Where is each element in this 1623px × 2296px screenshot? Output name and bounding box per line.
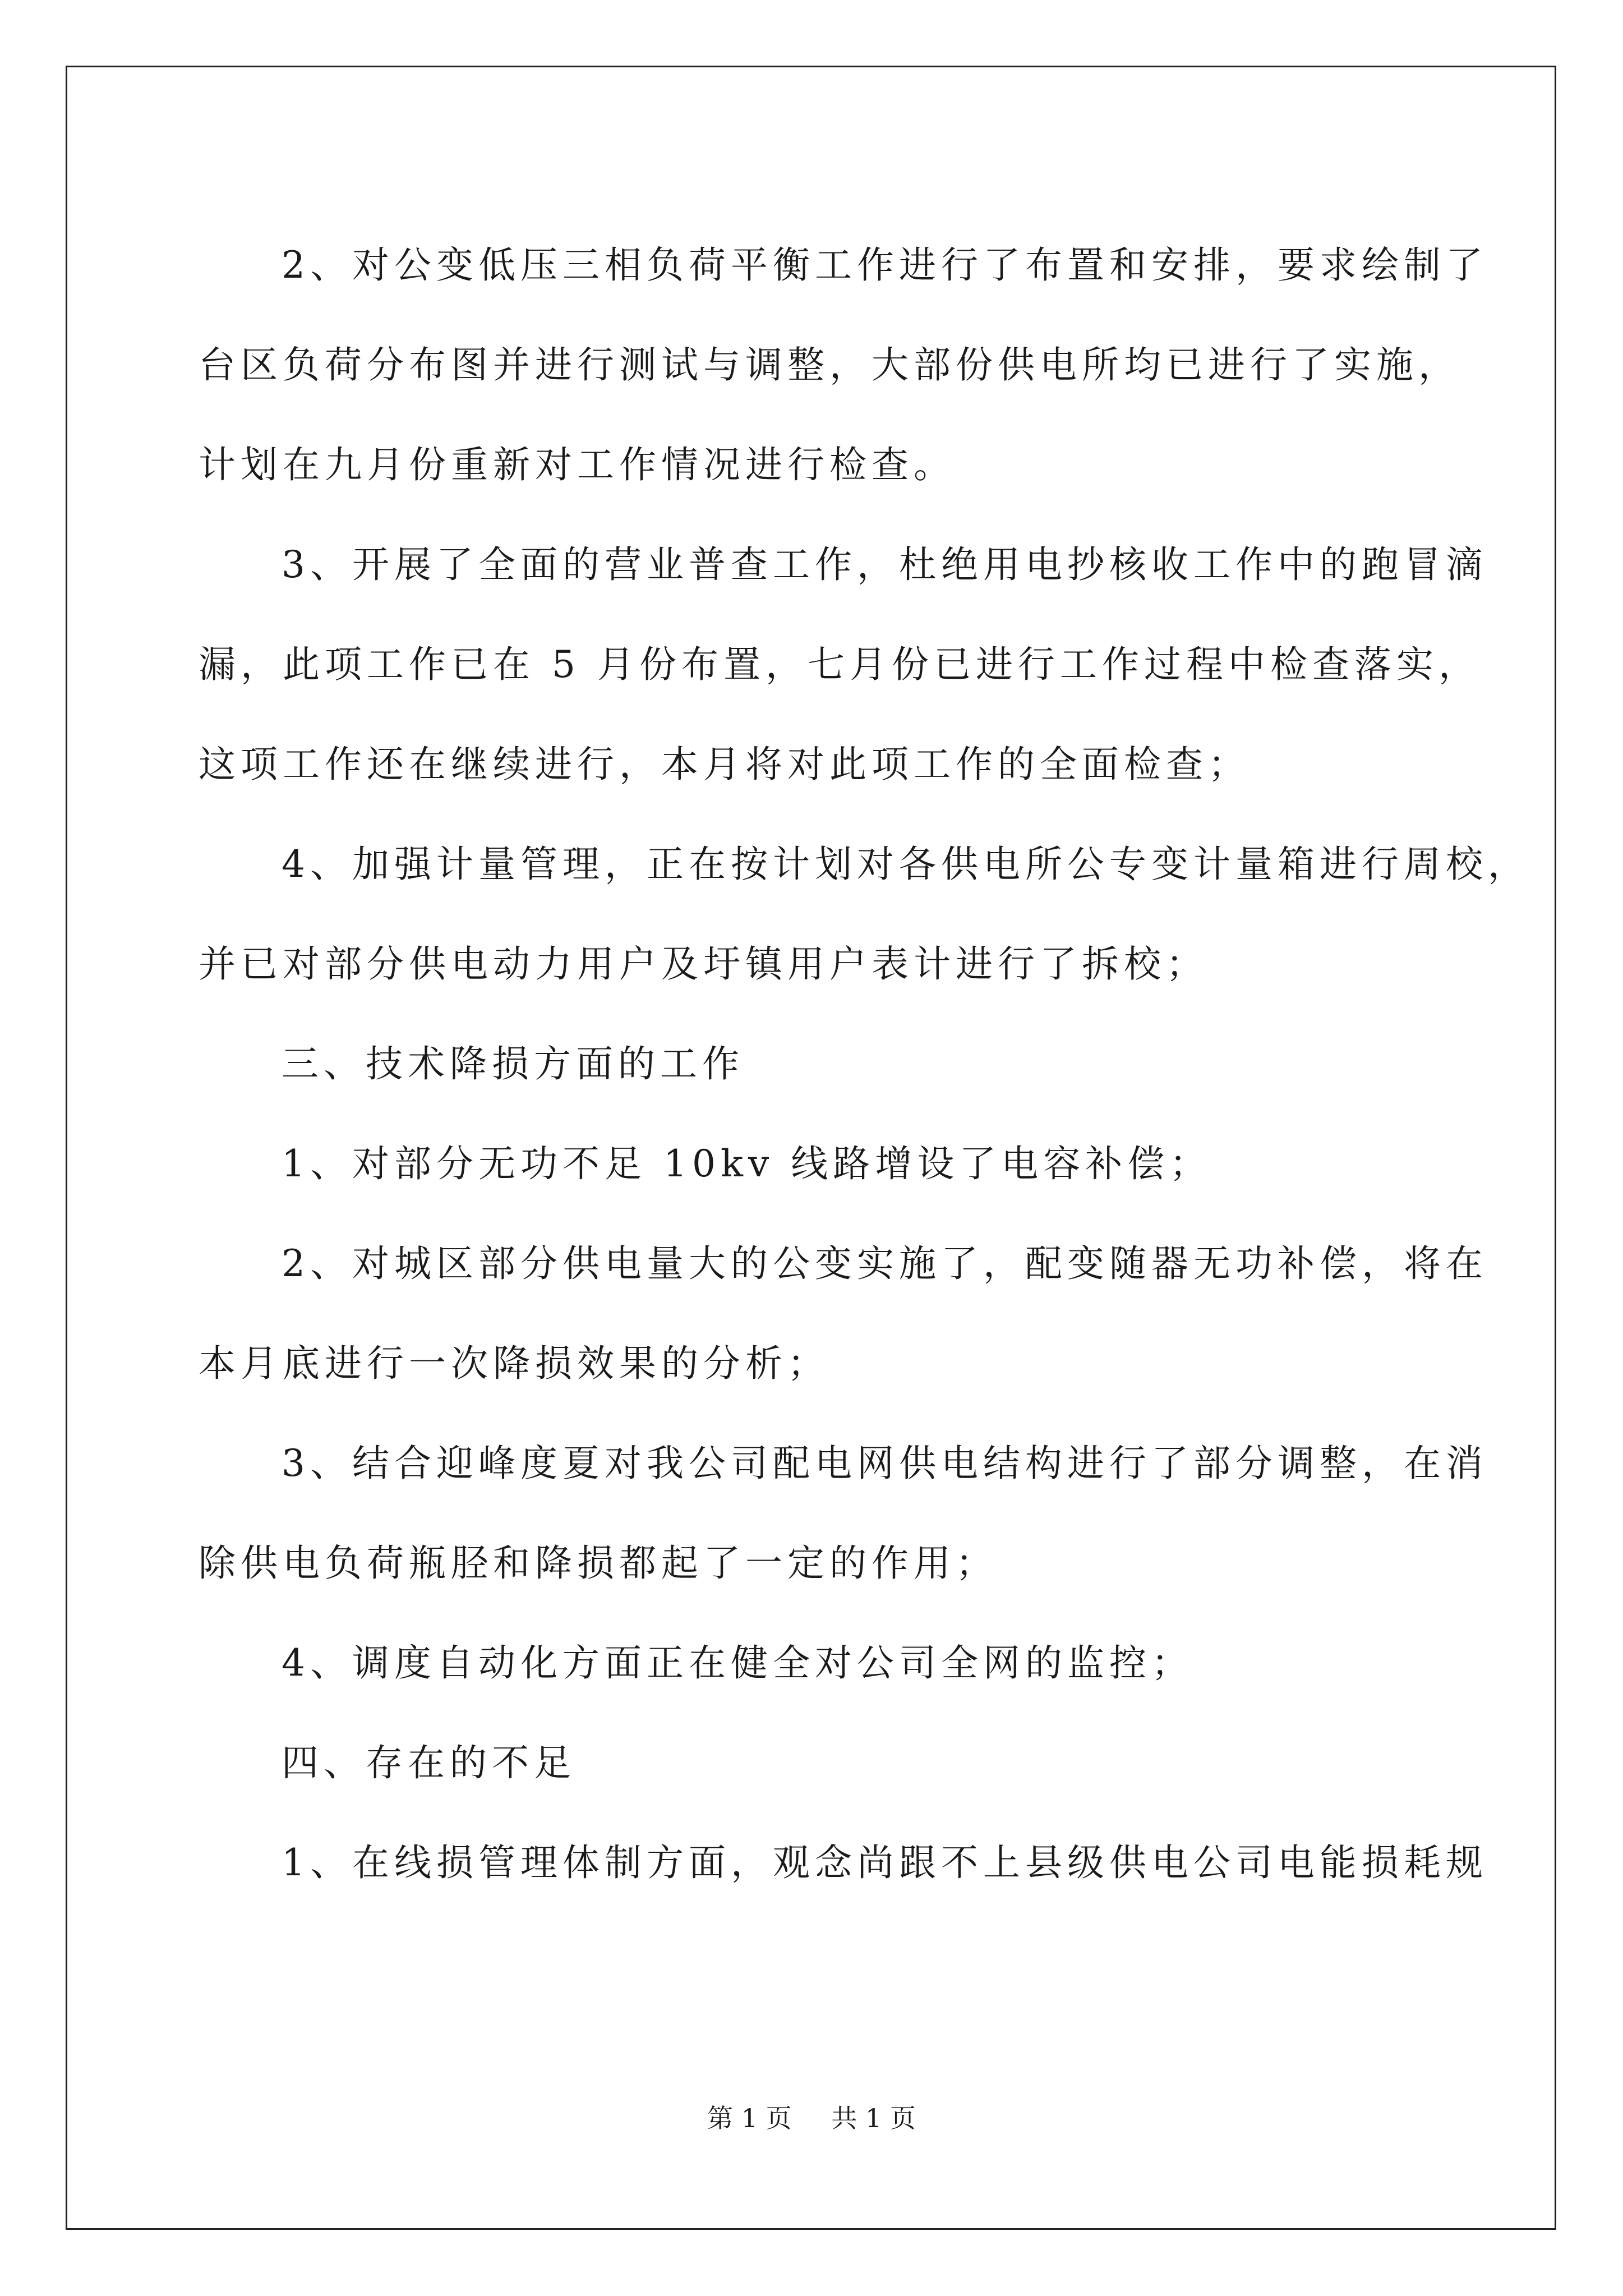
section-heading: 四、存在的不足 <box>282 1741 576 1784</box>
paragraph-line: 并已对部分供电动力用户及圩镇用户表计进行了拆校； <box>199 942 1208 986</box>
paragraph-line: 2、对城区部分供电量大的公变实施了，配变随器无功补偿，将在 <box>282 1242 1488 1285</box>
paragraph-line: 漏，此项工作已在 5 月份布置，七月份已进行工作过程中检查落实， <box>199 643 1481 686</box>
paragraph-line: 3、开展了全面的营业普查工作，杜绝用电抄核收工作中的跑冒滴 <box>282 543 1488 586</box>
paragraph-line: 4、调度自动化方面正在健全对公司全网的监控； <box>282 1641 1193 1685</box>
paragraph-line: 4、加强计量管理，正在按计划对各供电所公专变计量箱进行周校， <box>282 843 1530 886</box>
page-number: 第 1 页 <box>707 2103 792 2133</box>
paragraph-line: 台区负荷分布图并进行测试与调整，大部份供电所均已进行了实施， <box>199 343 1460 386</box>
page-footer <box>0 2098 1623 2135</box>
page-total: 共 1 页 <box>831 2103 916 2133</box>
paragraph-line: 1、在线损管理体制方面，观念尚跟不上县级供电公司电能损耗规 <box>282 1841 1488 1884</box>
document-body <box>199 215 1530 1913</box>
paragraph-line: 本月底进行一次降损效果的分析； <box>199 1342 829 1385</box>
paragraph-line: 3、结合迎峰度夏对我公司配电网供电结构进行了部分调整，在消 <box>282 1442 1488 1485</box>
section-heading: 三、技术降损方面的工作 <box>282 1042 744 1085</box>
paragraph-line: 1、对部分无功不足 10kv 线路增设了电容补偿； <box>282 1142 1212 1185</box>
paragraph-line: 2、对公变低压三相负荷平衡工作进行了布置和安排，要求绘制了 <box>282 243 1488 287</box>
paragraph-line: 除供电负荷瓶胫和降损都起了一定的作用； <box>199 1542 998 1585</box>
paragraph-line: 这项工作还在继续进行，本月将对此项工作的全面检查； <box>199 743 1250 786</box>
paragraph-line: 计划在九月份重新对工作情况进行检查。 <box>199 443 956 486</box>
